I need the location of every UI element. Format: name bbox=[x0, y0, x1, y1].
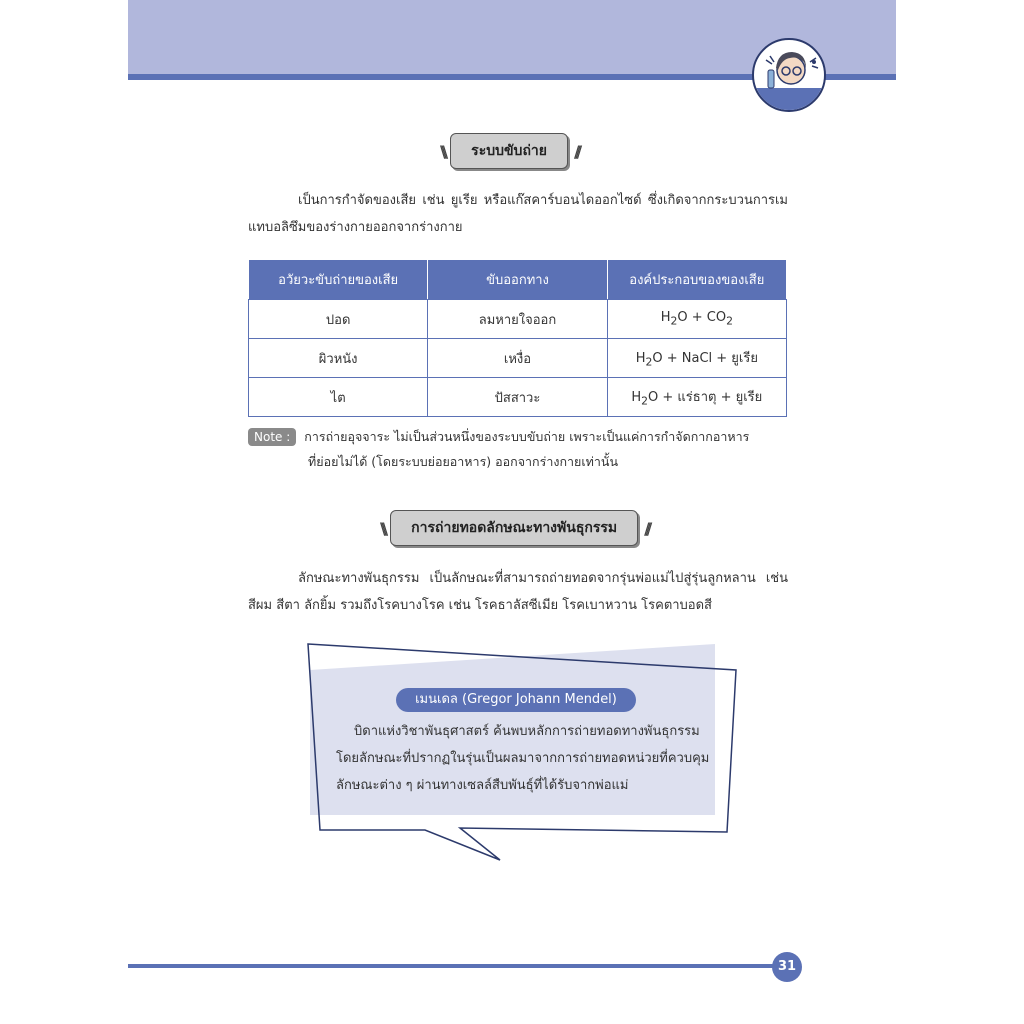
table-header: ขับออกทาง bbox=[428, 260, 607, 300]
via-cell: ลมหายใจออก bbox=[428, 300, 607, 339]
table-row bbox=[249, 378, 787, 417]
composition-cell: $H_2O$ + NaCl + ยูเรีย bbox=[607, 339, 786, 378]
scientist-avatar-icon bbox=[752, 38, 826, 112]
footer-rule bbox=[128, 964, 778, 968]
note-badge: Note : bbox=[248, 428, 296, 446]
via-cell: ปัสสาวะ bbox=[428, 378, 607, 417]
slash-decoration-icon: \\\ bbox=[440, 141, 445, 161]
table-header: อวัยวะขับถ่ายของเสีย bbox=[249, 260, 428, 300]
slash-decoration-icon: /// bbox=[573, 141, 579, 161]
organ-cell: ผิวหนัง bbox=[249, 339, 428, 378]
table-header-row bbox=[249, 260, 787, 300]
mendel-text: บิดาแห่งวิชาพันธุศาสตร์ ค้นพบหลักการถ่ายทอดทางพันธุกรรม โดยลักษณะที่ปรากฏในรุ่นเป็นผลมาจากการถ่ายทอดหน่วยที่ควบคุมลักษณะต่าง ๆ ผ่านทางเซลล์สืบพันธุ์ที่ได้รับจากพ่อแม่ bbox=[336, 724, 710, 793]
note-text-line2: ที่ย่อยไม่ได้ (โดยระบบย่อยอาหาร) ออกจากร่างกายเท่านั้น bbox=[308, 454, 618, 469]
heredity-paragraph: ลักษณะทางพันธุกรรม เป็นลักษณะที่สามารถถ่ายทอดจากรุ่นพ่อแม่ไปสู่รุ่นลูกหลาน เช่น สีผม สีตา ลักยิ้ม รวมถึงโรคบางโรค เช่น โรคธาลัสซีเมีย โรคเบาหวาน โรคตาบอดสี bbox=[248, 571, 788, 613]
via-cell: เหงื่อ bbox=[428, 339, 607, 378]
composition-cell: $H_2O$ + แร่ธาตุ + ยูเรีย bbox=[607, 378, 786, 417]
section-heading-heredity bbox=[380, 510, 648, 546]
page-number: 31 bbox=[772, 952, 802, 982]
mendel-title: เมนเดล (Gregor Johann Mendel) bbox=[396, 688, 636, 712]
heading-box: การถ่ายทอดลักษณะทางพันธุกรรม bbox=[390, 510, 638, 546]
heading-box: ระบบขับถ่าย bbox=[450, 133, 568, 169]
table-row bbox=[249, 300, 787, 339]
organ-cell: ปอด bbox=[249, 300, 428, 339]
table-header: องค์ประกอบของของเสีย bbox=[607, 260, 786, 300]
organ-cell: ไต bbox=[249, 378, 428, 417]
excretion-table bbox=[248, 259, 787, 417]
slash-decoration-icon: /// bbox=[644, 518, 649, 538]
section-heading-excretion bbox=[440, 133, 578, 169]
composition-cell: $H_2O + CO_2$ bbox=[607, 300, 786, 339]
slash-decoration-icon: \\\ bbox=[380, 518, 385, 538]
excretion-paragraph: เป็นการกำจัดของเสีย เช่น ยูเรีย หรือแก๊สคาร์บอนไดออกไซด์ ซึ่งเกิดจากกระบวนการเมแทบอลิซึมของร่างกายออกจากร่างกาย bbox=[248, 193, 788, 235]
note-text-line1: การถ่ายอุจจาระ ไม่เป็นส่วนหนึ่งของระบบขับถ่าย เพราะเป็นแค่การกำจัดกากอาหาร bbox=[304, 429, 750, 444]
table-row bbox=[249, 339, 787, 378]
note-block bbox=[248, 424, 793, 474]
